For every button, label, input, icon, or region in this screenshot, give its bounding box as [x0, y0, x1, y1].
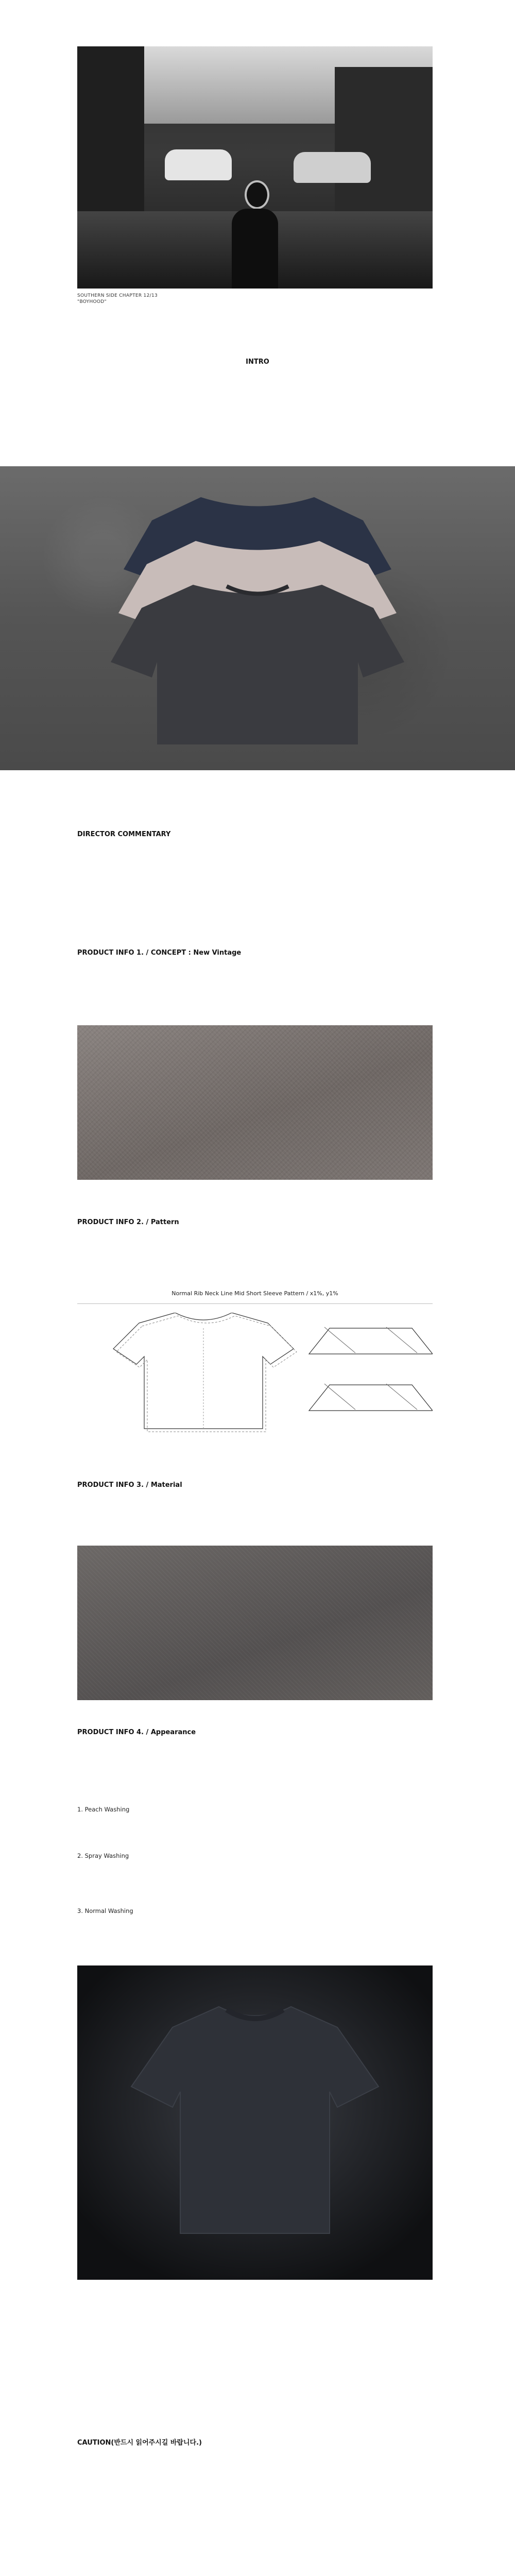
hero-model: [232, 180, 278, 289]
hero-car-right: [294, 152, 371, 183]
appearance-point-normal-washing: [77, 1906, 433, 1916]
product-info-3-title: PRODUCT INFO 3. / Material: [77, 1481, 182, 1489]
appearance-point-spray-washing: [77, 1851, 433, 1860]
appearance-point-peach-washing: [77, 1805, 433, 1814]
product-info-1-title: PRODUCT INFO 1. / CONCEPT : New Vintage: [77, 949, 242, 957]
hero-caption-line2: "BOYHOOD": [77, 299, 107, 304]
product-info-2-title: PRODUCT INFO 2. / Pattern: [77, 1218, 179, 1226]
hero-building-right: [335, 67, 433, 216]
intro-title: INTRO: [246, 358, 269, 366]
pattern-divider: [77, 1303, 433, 1304]
caution-title: CAUTION(반드시 읽어주시길 바랍니다.): [77, 2439, 202, 2447]
hero-caption-line1: SOUTHERN SIDE CHAPTER 12/13: [77, 293, 158, 298]
tshirt-stack-illustration: [0, 466, 515, 770]
fabric-swatch-photo-1: [77, 1025, 433, 1180]
pattern-caption: Normal Rib Neck Line Mid Short Sleeve Pattern / x1%, y1%: [171, 1290, 338, 1297]
hero-photo: [77, 46, 433, 289]
hero-building-left: [77, 46, 144, 216]
pattern-diagram: [77, 1313, 433, 1436]
hero-caption: [77, 293, 158, 305]
spray-washing-heading: 2. Spray Washing: [77, 1852, 129, 1859]
peach-washing-heading: 1. Peach Washing: [77, 1806, 130, 1813]
fabric-swatch-photo-2: [77, 1546, 433, 1700]
tshirt-stack-photo: [0, 466, 515, 770]
director-commentary-title: DIRECTOR COMMENTARY: [77, 831, 171, 838]
appearance-tshirt-photo: [77, 1965, 433, 2280]
product-info-4-title: PRODUCT INFO 4. / Appearance: [77, 1728, 196, 1736]
normal-washing-heading: 3. Normal Washing: [77, 1907, 133, 1914]
hero-car-left: [165, 149, 232, 180]
appearance-tshirt-illustration: [77, 1965, 433, 2280]
